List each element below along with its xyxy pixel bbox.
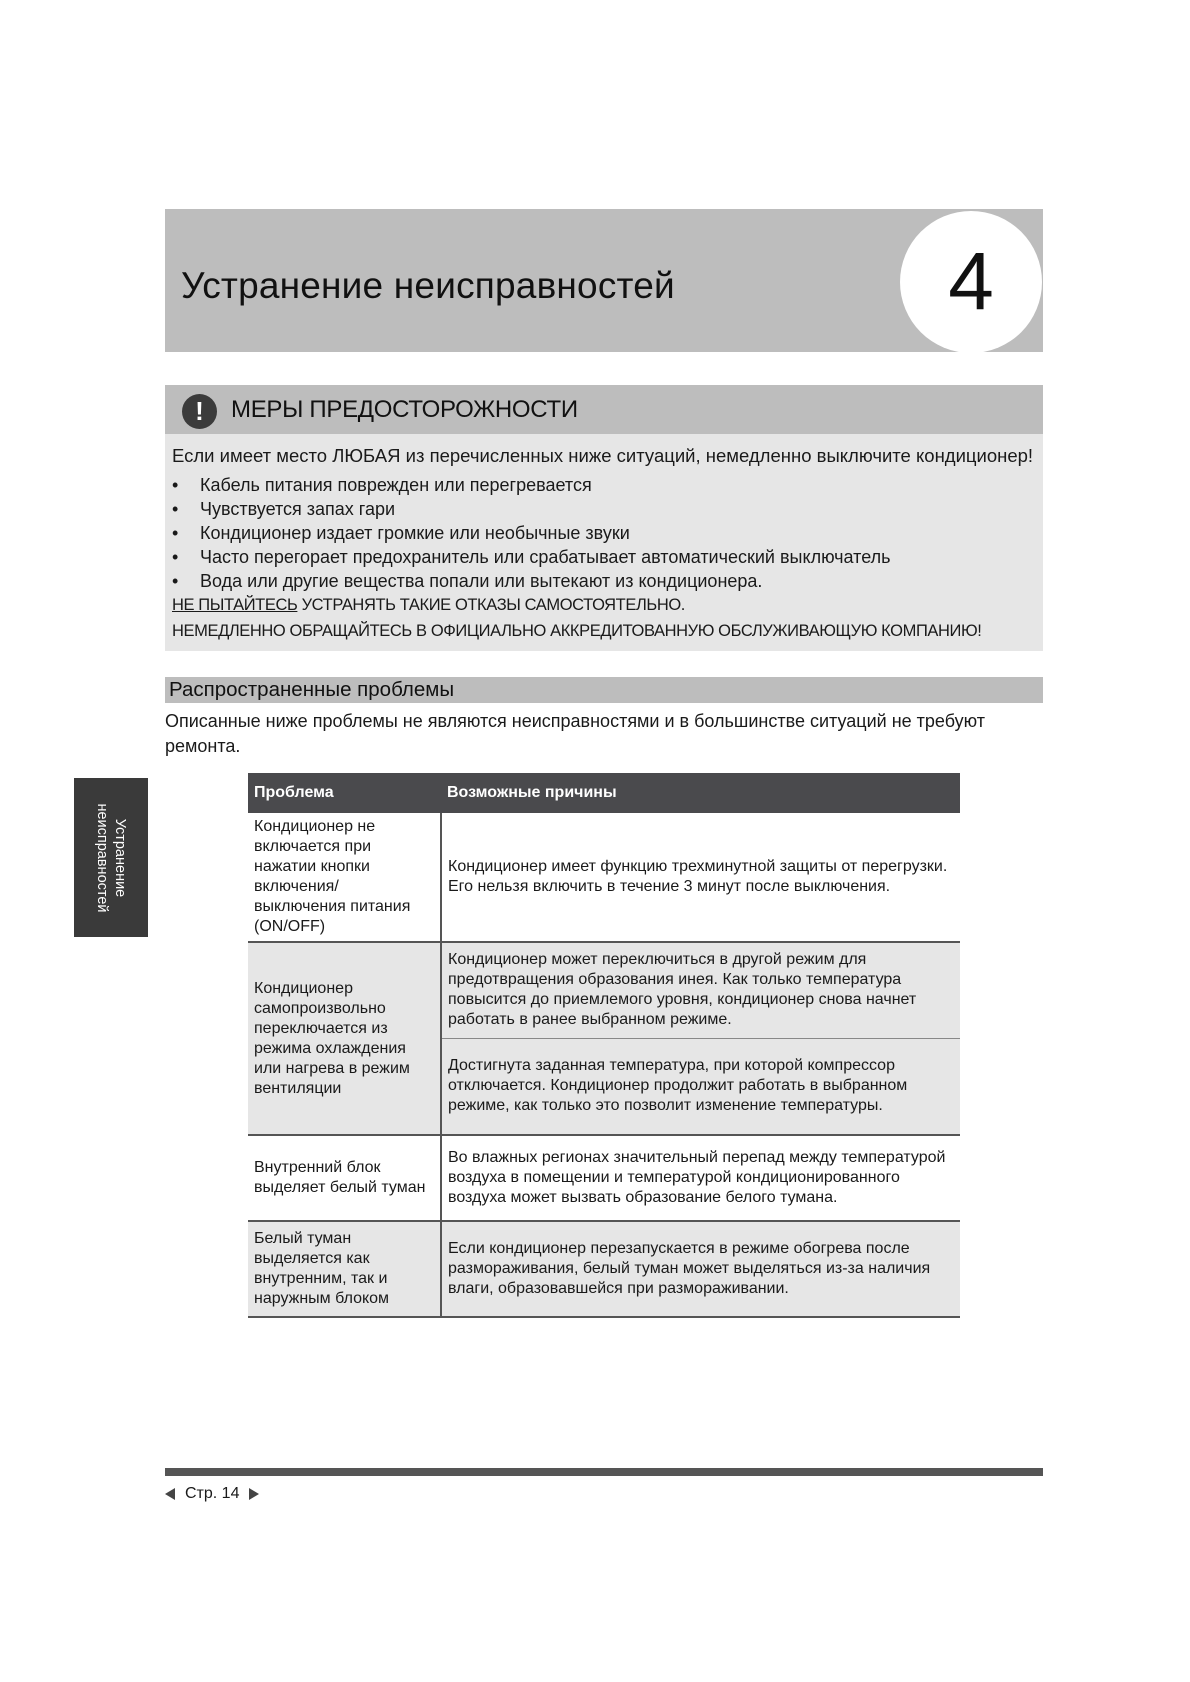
section-intro: Описанные ниже проблемы не являются неисправностями и в большинстве ситуаций не требуют ремонта. (165, 711, 985, 756)
exclamation-icon: ! (182, 394, 217, 429)
chapter-number: 4 (948, 236, 994, 327)
caution-item: • Чувствуется запах гари (172, 497, 891, 521)
side-tab-line: Устранение (112, 818, 128, 897)
section-title: Распространенные проблемы (169, 678, 455, 701)
column-header-problem: Проблема (248, 773, 441, 813)
table-header-row (248, 773, 960, 813)
cause-cell: Если кондиционер перезапускается в режиме обогрева после размораживания, белый туман может выделяться из-за наличия влаги, образовавшейся при размораживании. (441, 1221, 960, 1317)
cause-cell: Во влажных регионах значительный перепад между температурой воздуха в помещении и температурой кондиционированного воздуха может вызвать образование белого тумана. (441, 1135, 960, 1221)
side-tab-line: неисправностей (94, 802, 110, 913)
chapter-title: Устранение неисправностей (181, 265, 675, 306)
column-header-causes: Возможные причины (441, 773, 960, 813)
caution-dont-try-rest: УСТРАНЯТЬ ТАКИЕ ОТКАЗЫ САМОСТОЯТЕЛЬНО. (297, 596, 685, 614)
side-chapter-tab[interactable] (74, 778, 148, 937)
caution-intro: Если имеет место ЛЮБАЯ из перечисленных ниже ситуаций, немедленно выключите кондиционер! (172, 445, 1034, 466)
side-tab-text (93, 783, 129, 933)
cause-cell: Достигнута заданная температура, при которой компрессор отключается. Кондиционер продолжит работать в выбранном режиме, как только это позволит изменение температуры. (441, 1038, 960, 1135)
caution-title: МЕРЫ ПРЕДОСТОРОЖНОСТИ (231, 396, 578, 423)
caution-item: • Кабель питания поврежден или перегревается (172, 473, 891, 497)
problem-cell: Кондиционер не включается при нажатии кнопки включения/ выключения питания (ON/OFF) (248, 813, 441, 942)
section-header (165, 677, 1043, 703)
problem-cell: Кондиционер самопроизвольно переключается из режима охлаждения или нагрева в режим вентиляции (248, 942, 441, 1135)
cause-cell: Кондиционер имеет функцию трехминутной защиты от перегрузки. Его нельзя включить в течение 3 минут после выключения. (441, 813, 960, 942)
caution-item: • Кондиционер издает громкие или необычные звуки (172, 521, 891, 545)
cause-cell: Кондиционер может переключиться в другой режим для предотвращения образования инея. Как только температура повысится до приемлемого уровня, кондиционер снова начнет работать в ранее выбранном режиме. (441, 942, 960, 1038)
troubleshooting-table (248, 773, 960, 1318)
caution-contact: НЕМЕДЛЕННО ОБРАЩАЙТЕСЬ В ОФИЦИАЛЬНО АККРЕДИТОВАННУЮ ОБСЛУЖИВАЮЩУЮ КОМПАНИЮ! (172, 622, 982, 640)
table-row (248, 1221, 960, 1317)
problem-cell: Белый туман выделяется как внутренним, так и наружным блоком (248, 1221, 441, 1317)
table-row (248, 813, 960, 942)
footer-rule (165, 1468, 1043, 1476)
caution-list (172, 473, 891, 593)
caution-dont-try (172, 596, 685, 615)
chapter-number-circle (900, 211, 1042, 352)
table-row (248, 942, 960, 1038)
caution-header (165, 385, 1043, 434)
caution-item: • Часто перегорает предохранитель или срабатывает автоматический выключатель (172, 545, 891, 569)
page-navigation (165, 1485, 259, 1503)
caution-item: • Вода или другие вещества попали или вытекают из кондиционера. (172, 569, 891, 593)
chapter-banner (165, 209, 1043, 352)
table-row (248, 1135, 960, 1221)
next-page-icon[interactable] (249, 1488, 259, 1500)
problem-cell: Внутренний блок выделяет белый туман (248, 1135, 441, 1221)
previous-page-icon[interactable] (165, 1488, 175, 1500)
caution-dont-try-underlined: НЕ ПЫТАЙТЕСЬ (172, 596, 298, 614)
caution-box (165, 385, 1043, 651)
page-number: Стр. 14 (185, 1485, 240, 1502)
